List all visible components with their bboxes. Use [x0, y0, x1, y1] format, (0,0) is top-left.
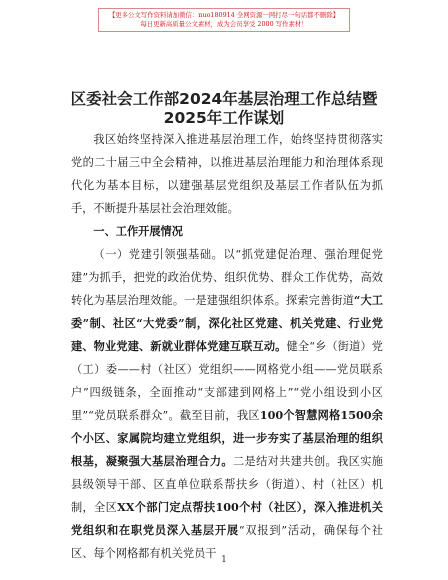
para-bold-text: XX个部门定点帮扶100个村（社区），深入推进机关党组织和在职党员深入基层开展 [71, 500, 383, 537]
banner-line-1: 【更多公文写作资料请加微信：nuo180914 全网资源一网打尽一句话都不删除】 [108, 11, 340, 19]
banner-line-2: 每日更新高质量公文素材，成为会员享受 2000 写作素材！ [140, 20, 308, 28]
promo-banner [98, 8, 350, 32]
page-number: 1 [221, 555, 227, 565]
party-building-paragraph [71, 243, 383, 565]
document-title-line-2: 2025年工作谋划 [163, 109, 285, 127]
para-text: 健全“乡（街道）党（工）委——村（社区）党组织——网格党小组——党员联系户”四级链条，全面推动“支部建到网格上”“党小组设到小区里”“党员联系群众”。截至目前，我区 [71, 340, 383, 422]
document-body [71, 128, 383, 565]
document-title-line-1: 区委社会工作部2024年基层治理工作总结暨 [70, 90, 378, 108]
para-text: “双报到”活动，确保每个社区、每个网格都有机关党员干 [71, 524, 383, 560]
intro-paragraph: 我区始终坚持深入推进基层治理工作，始终坚持贯彻落实党的二十届三中全会精神，以推进基层治理能力和治理体系现代化为基本目标，以建强基层党组织及基层工作者队伍为抓手，不断提升基层社会治理效能。 [71, 133, 383, 215]
para-bold-text: 100个智慧网格1500余个小区、家属院均建立党组织，进一步夯实了基层治理的组织根基，凝聚强大基层治理合力。 [71, 408, 383, 468]
para-bold-text: “大工委”制、社区“大党委”制，深化社区党建、机关党建、行业党建、物业党建、新就业群体党建互联互动。 [71, 293, 383, 353]
section-heading: 一、工作开展情况 [93, 225, 183, 238]
para-text: （一）党建引领强基础。以“抓党建促治理、强治理促党建”为抓手，把党的政治优势、组织优势、群众工作优势，高效转化为基层治理效能。一是建强组织体系。探索完善街道 [71, 248, 383, 307]
para-text: 二是结对共建共创。我区实施县级领导干部、区直单位联系帮扶乡（街道）、村（社区）机制，全区 [71, 455, 383, 514]
